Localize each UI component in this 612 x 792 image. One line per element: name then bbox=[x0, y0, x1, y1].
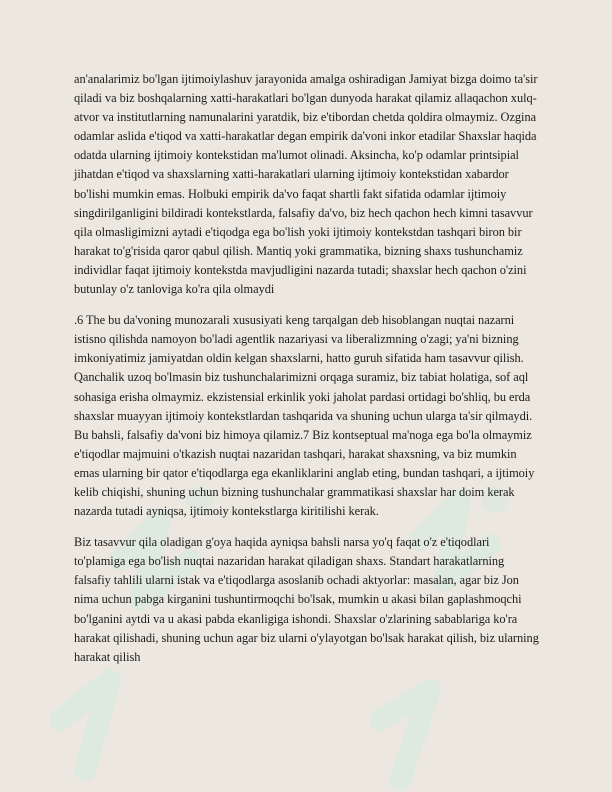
paragraph-3: Biz tasavvur qila oladigan g'oya haqida ayniqsa bahsli narsa yo'q faqat o'z e'tiqodlari to'plamiga ega bo'lish nuqtai nazaridan harakat qiladigan shaxs. Standart harakatlarning falsafiy tahlili ularni istak va e'tiqodlarga asoslanib ochadi aktyorlar: masalan, agar biz Jon nima uchun pabga kirganini tushuntirmoqchi bo'lsak, mumkin u akasi bilan gaplashmoqchi bo'lganini aytdi va u akasi pabda ekanligiga ishondi. Shaxslar o'zlarining sabablariga ko'ra harakat qilishadi, shuning uchun agar biz ularni o'ylayotgan bo'lsak harakat qilish, biz ularning harakat qilish bbox=[74, 535, 539, 664]
paragraph-1: an'analarimiz bo'lgan ijtimoiylashuv jarayonida amalga oshiradigan Jamiyat bizga doimo ta'sir qiladi va biz boshqalarning xatti-harakatlari bo'lgan dunyoda harakat qilamiz allaqachon xulq-atvor va institutlarning namunalarini yaratdik, biz e'tibordan chetda qoldira olmaymiz. Ozgina odamlar aslida e'tiqod va xatti-harakatlar degan empirik da'voni inkor etadilar Shaxslar haqida odatda ularning ijtimoiy kontekstidan ma'lumot olinadi. Aksincha, ko'p odamlar printsipial jihatdan e'tiqod va shaxslarning xatti-harakatlari ularning ijtimoiy kontekstidan xabardor bo'lishi mumkin emas. Holbuki empirik da'vo faqat shartli fakt sifatida odamlar ijtimoiy singdirilganligini bildiradi kontekstlarda, falsafiy da'vo, biz hech qachon hech kimni tasavvur qila olmasligimizni aytadi e'tiqodga ega bo'lish yoki ijtimoiy kontekstdan tashqari biron bir harakat to'g'risida qaror qabul qilish. Mantiq yoki grammatika, bizning shaxs tushunchamiz individlar faqat ijtimoiy kontekstda mavjudligini nazarda tutadi; shaxslar hech qachon o'zini butunlay o'z tanloviga ko'ra qila olmaydi bbox=[74, 72, 538, 297]
paragraph-2: .6 The bu da'voning munozarali xususiyati keng tarqalgan deb hisoblangan nuqtai nazarni istisno qilishda namoyon bo'ladi agentlik nazariyasi va liberalizmning o'zagi; ya'ni bizning imkoniyatimiz jamiyatdan oldin kelgan shaxslarni, hatto guruh sifatida ham tasavvur qilish. Qanchalik uzoq bo'lmasin biz tushunchalarimizni orqaga suramiz, biz tabiat holatiga, sof aql sohasiga erisha olmaymiz. ekzistensial erkinlik yoki jaholat pardasi ortidagi bo'shliq, bu erda shaxslar muayyan ijtimoiy kontekstlardan tashqarida va shuning uchun ularga ta'sir qilmaydi. Bu bahsli, falsafiy da'voni biz himoya qilamiz.7 Biz kontseptual ma'noga ega bo'la olmaymiz e'tiqodlar majmuini o'tkazish nuqtai nazaridan tashqari, harakat shaxsning, va biz mumkin emas ularning bir qator e'tiqodlarga ega ekanliklarini anglab eting, bundan tashqari, a ijtimoiy kelib chiqishi, shuning uchun bizning tushunchalar grammatikasi shaxslar har doim kerak nazarda tutadi ayniqsa, ijtimoiy kontekstlarga kiritilishi kerak. bbox=[74, 313, 535, 519]
document-page bbox=[74, 70, 542, 679]
